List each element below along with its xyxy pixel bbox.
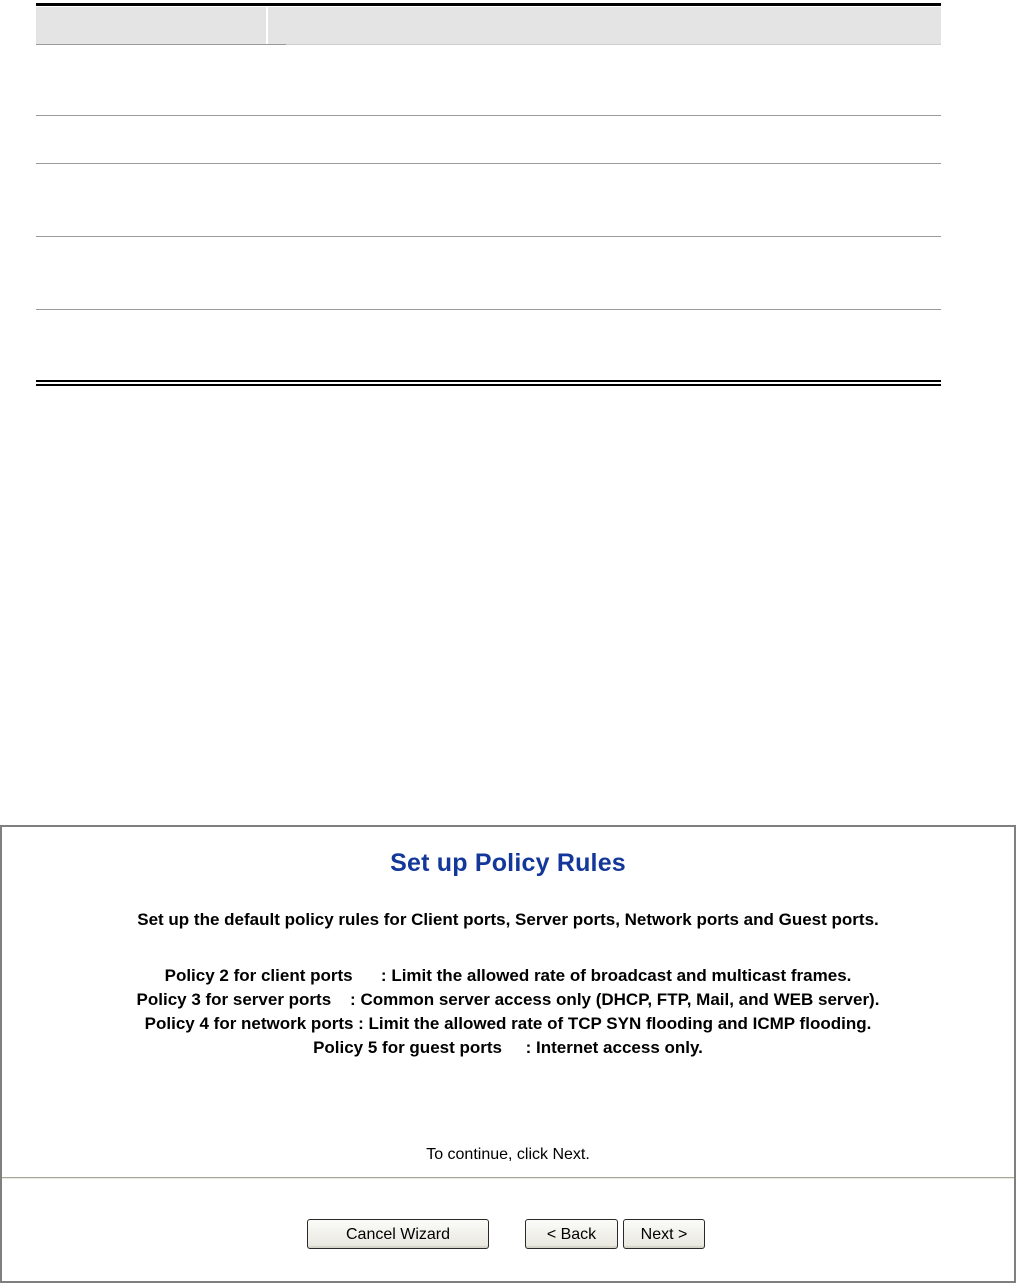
table-row-divider	[36, 115, 941, 116]
table-header-row	[36, 7, 941, 44]
empty-table	[36, 3, 941, 386]
table-header-underline	[36, 44, 286, 45]
table-row-divider	[36, 236, 941, 237]
continue-instruction: To continue, click Next.	[426, 1146, 590, 1163]
table-top-rule	[36, 3, 941, 6]
back-button[interactable]: < Back	[525, 1219, 618, 1249]
table-bottom-rule-double	[36, 384, 941, 386]
table-header-underline-right	[286, 44, 941, 45]
policy-item-server: Policy 3 for server ports : Common server access only (DHCP, FTP, Mail, and WEB server).	[136, 990, 880, 1009]
wizard-subtitle: Set up the default policy rules for Client ports, Server ports, Network ports and Guest ports.	[137, 910, 879, 929]
table-bottom-rule	[36, 380, 941, 382]
policy-item-network: Policy 4 for network ports : Limit the allowed rate of TCP SYN flooding and ICMP flooding.	[144, 1014, 872, 1033]
policy-list	[2, 964, 1014, 1060]
button-bar-separator-highlight	[2, 1178, 1014, 1179]
table-header-divider	[266, 7, 268, 44]
table-row-divider	[36, 309, 941, 310]
table-row-divider	[36, 163, 941, 164]
cancel-wizard-button[interactable]: Cancel Wizard	[307, 1219, 489, 1249]
policy-wizard-panel	[0, 825, 1016, 1283]
wizard-title: Set up Policy Rules	[390, 849, 626, 877]
next-button[interactable]: Next >	[623, 1219, 705, 1249]
policy-item-client: Policy 2 for client ports : Limit the allowed rate of broadcast and multicast frames.	[164, 966, 852, 985]
policy-item-guest: Policy 5 for guest ports : Internet access only.	[313, 1038, 703, 1057]
